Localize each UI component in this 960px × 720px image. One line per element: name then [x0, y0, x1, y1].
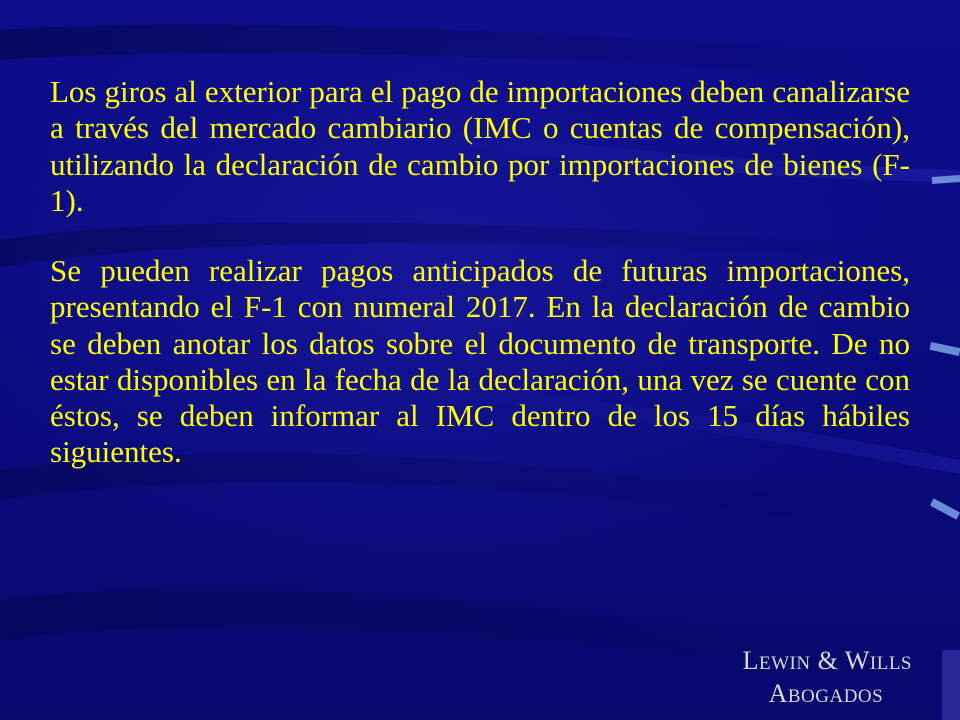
- firm-subtitle: ABOGADOS: [768, 678, 884, 708]
- edge-accent-4: [942, 650, 960, 720]
- firm-name: LEWIN & WILLS: [742, 646, 912, 675]
- paragraph-1: Los giros al exterior para el pago de importaciones deben canalizarse a través del mercado cambiario (IMC o cuentas de compensación), utilizando la declaración de cambio por importaciones de bienes (F-1).: [50, 74, 910, 218]
- paragraph-2: Se pueden realizar pagos anticipados de futuras importaciones, presentando el F-1 con numeral 2017. En la declaración de cambio se deben anotar los datos sobre el documento de transporte. De no estar disponibles en la fecha de la declaración, una vez se cuente con éstos, se deben informar al IMC dentro de los 15 días hábiles siguientes.: [50, 253, 910, 470]
- firm-logo: [743, 645, 912, 710]
- slide-body: [50, 74, 910, 471]
- edge-accent-2: [929, 342, 960, 356]
